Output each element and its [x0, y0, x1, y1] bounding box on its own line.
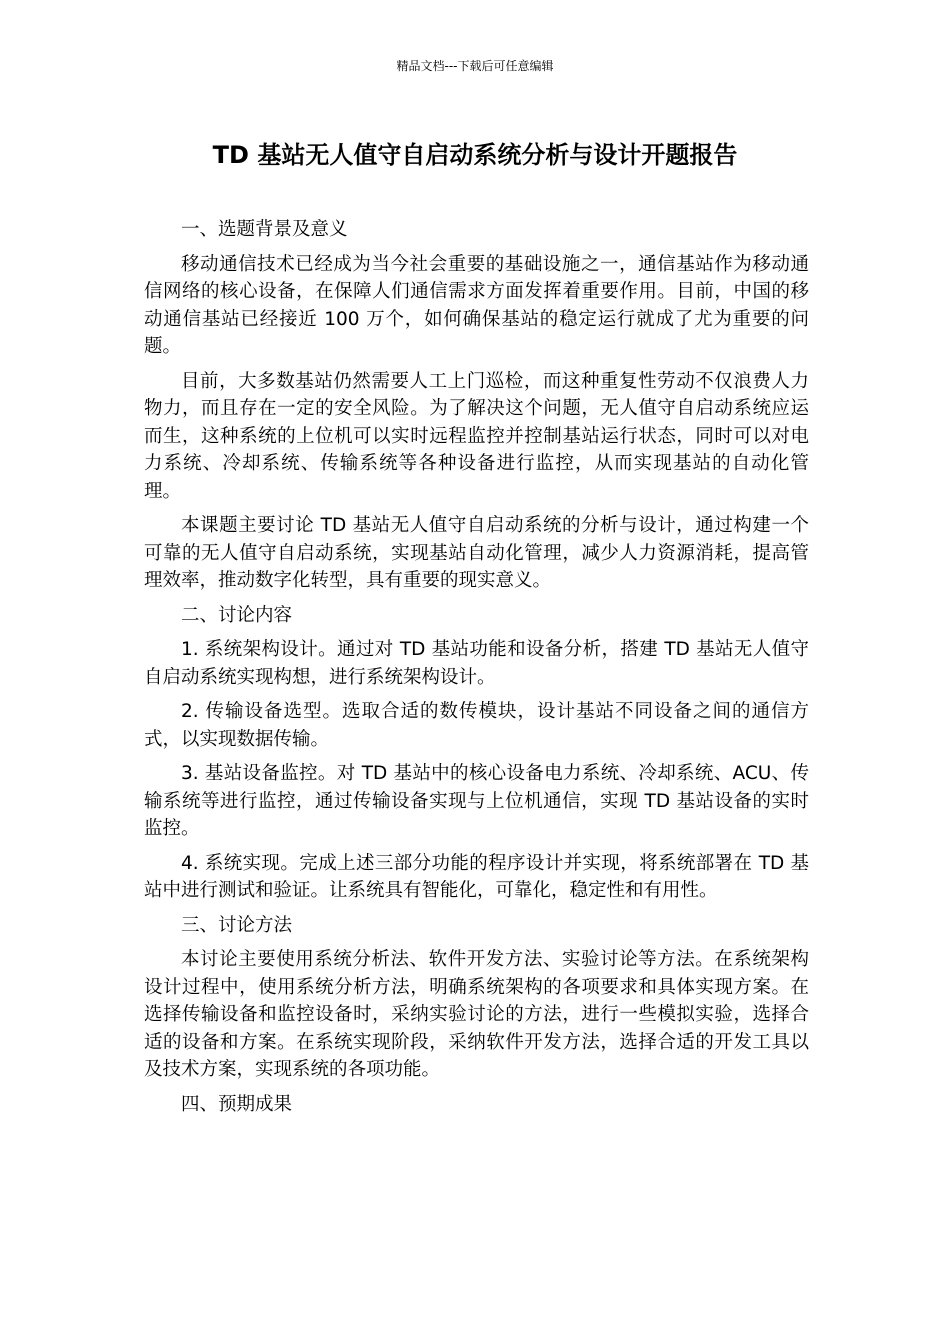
paragraph-content-1: 1. 系统架构设计。通过对 TD 基站功能和设备分析，搭建 TD 基站无人值守自启动系统实现构想，进行系统架构设计。 — [144, 639, 809, 688]
paragraph-content-4: 4. 系统实现。完成上述三部分功能的程序设计并实现，将系统部署在 TD 基站中进行测试和验证。让系统具有智能化，可靠化，稳定性和有用性。 — [144, 852, 809, 901]
paragraph-content-3: 3. 基站设备监控。对 TD 基站中的核心设备电力系统、冷却系统、ACU、传输系统等进行监控，通过传输设备实现与上位机通信，实现 TD 基站设备的实时监控。 — [144, 763, 809, 839]
paragraph-method-1: 本讨论主要使用系统分析法、软件开发方法、实验讨论等方法。在系统架构设计过程中，使用系统分析方法，明确系统架构的各项要求和具体实现方案。在选择传输设备和监控设备时，采纳实验讨论的方法，进行一些模拟实验，选择合适的设备和方案。在系统实现阶段，采纳软件开发方法，选择合适的开发工具以及技术方案，实现系统的各项功能。 — [144, 949, 809, 1080]
paragraph-background-1: 移动通信技术已经成为当今社会重要的基础设施之一，通信基站作为移动通信网络的核心设备，在保障人们通信需求方面发挥着重要作用。目前，中国的移动通信基站已经接近 100 万个，如何确保基站的稳定运行就成了尤为重要的问题。 — [144, 253, 809, 357]
paragraph-background-3: 本课题主要讨论 TD 基站无人值守自启动系统的分析与设计，通过构建一个可靠的无人值守自启动系统，实现基站自动化管理，减少人力资源消耗，提高管理效率，推动数字化转型，具有重要的现实意义。 — [144, 515, 809, 591]
document-title: TD 基站无人值守自启动系统分析与设计开题报告 — [212, 141, 738, 169]
paragraph-content-2: 2. 传输设备选型。选取合适的数传模块，设计基站不同设备之间的通信方式，以实现数据传输。 — [144, 701, 809, 750]
section-heading-content: 二、讨论内容 — [181, 604, 293, 626]
page-header: 精品文档---下载后可任意编辑 — [396, 59, 554, 73]
section-heading-method: 三、讨论方法 — [181, 914, 293, 936]
section-heading-results: 四、预期成果 — [181, 1093, 293, 1115]
paragraph-background-2: 目前，大多数基站仍然需要人工上门巡检，而这种重复性劳动不仅浪费人力物力，而且存在一定的安全风险。为了解决这个问题，无人值守自启动系统应运而生，这种系统的上位机可以实时远程监控并控制基站运行状态，同时可以对电力系统、冷却系统、传输系统等各种设备进行监控，从而实现基站的自动化管理。 — [144, 370, 809, 502]
section-heading-background: 一、选题背景及意义 — [181, 219, 348, 240]
document-body — [144, 216, 809, 1125]
